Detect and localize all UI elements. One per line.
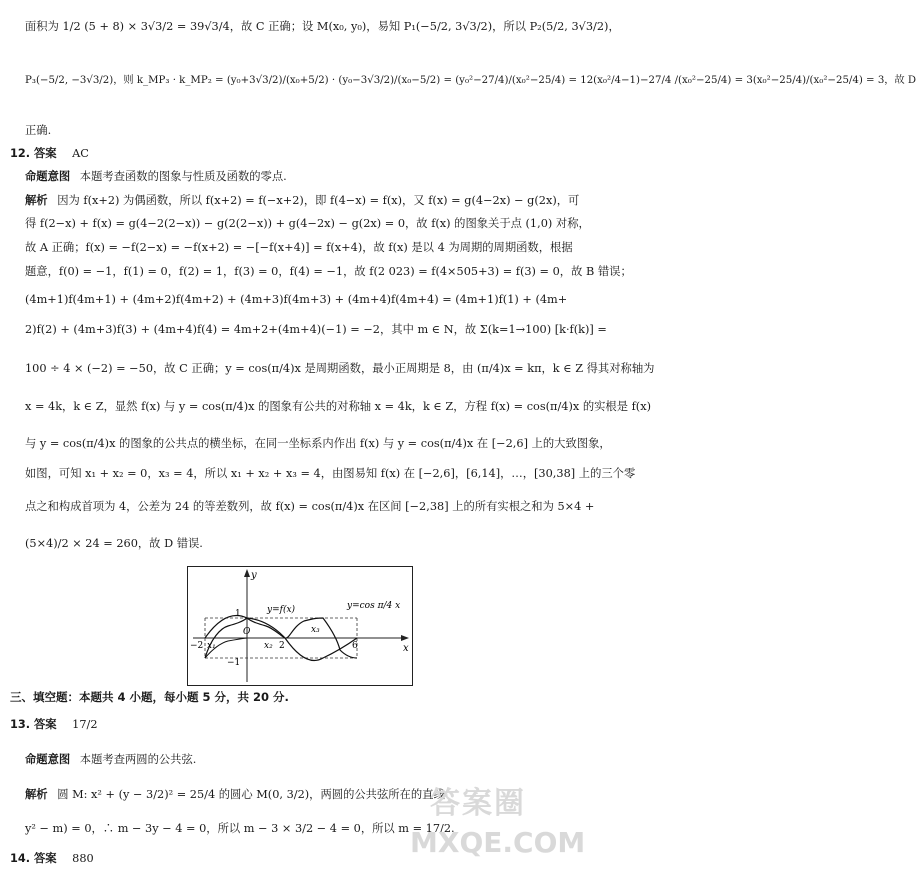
q12-analysis-line-7: x = 4k，k ∈ Z，显然 f(x) 与 y = cos(π/4)x 的图象有公共的对称轴 x = 4k，k ∈ Z，方程 f(x) = cos(π/4)x 的实根是 f(x) bbox=[25, 400, 651, 413]
q12-intent-text: 本题考查函数的图象与性质及函数的零点. bbox=[79, 170, 287, 183]
q12-intent-label: 命题意图 bbox=[25, 170, 71, 183]
tick-neg2: −2 bbox=[190, 641, 204, 651]
tick-6: 6 bbox=[352, 641, 358, 651]
watermark-logo-bottom: MXQE.COM bbox=[410, 826, 586, 859]
top-line-3: 正确. bbox=[25, 124, 52, 137]
q13-analysis-text-1: 圆 M: x² + (y − 3/2)² = 25/4 的圆心 M(0, 3/2)，两圆的公共弦所在的直线 bbox=[57, 788, 445, 801]
cos-label: y=cos π/4 x bbox=[347, 601, 401, 611]
y-axis-arrow bbox=[244, 569, 250, 577]
top-line-2: P₃(−5/2, −3√3/2)，则 k_MP₃ · k_MP₂ = (y₀+3√3/2)/(x₀+5/2) · (y₀−3√3/2)/(x₀−5/2) = (y₀²−27/4)/(x₀²−25/4) = 12(x₀²/4−1)−27/4 /(x₀²−25/4) = 3(x₀²−25/4)/(x₀²−25/4) = 3，故 D bbox=[25, 75, 916, 86]
tick-1: 1 bbox=[235, 609, 241, 619]
y-axis-label: y bbox=[251, 570, 257, 581]
q12-analysis-text: 因为 f(x+2) 为偶函数，所以 f(x+2) = f(−x+2)，即 f(4−x) = f(x)，又 f(x) = g(4−2x) − g(2x)，可 bbox=[57, 194, 580, 207]
tick-neg1: −1 bbox=[227, 658, 241, 668]
x2-label: x₂ bbox=[264, 641, 273, 651]
q12-analysis-label: 解析 bbox=[25, 194, 48, 207]
section-3-heading: 三、填空题：本题共 4 小题，每小题 5 分，共 20 分. bbox=[10, 690, 289, 704]
q13-answer-value: 17/2 bbox=[72, 718, 98, 731]
x-axis-label: x bbox=[403, 643, 409, 654]
q13-intent bbox=[25, 753, 602, 767]
q12-analysis-line-8: 与 y = cos(π/4)x 的图象的公共点的横坐标，在同一坐标系内作出 f(x) 与 y = cos(π/4)x 在 [−2,6] 上的大致图象， bbox=[25, 437, 611, 450]
q12-answer bbox=[10, 147, 602, 161]
top-line-1: 面积为 1/2 (5 + 8) × 3√3/2 = 39√3/4，故 C 正确；设 M(x₀, y₀)，易知 P₁(−5/2, 3√3/2)，所以 P₂(5/2, 3√3/2)， bbox=[25, 20, 620, 33]
figure-frame bbox=[188, 567, 413, 686]
q12-analysis-line-11: (5×4)/2 × 24 = 260，故 D 错误. bbox=[25, 537, 203, 550]
q14-answer-value: 880 bbox=[72, 852, 94, 865]
q12-analysis-line-2: 故 A 正确；f(x) = −f(2−x) = −f(x+2) = −[−f(x+4)] = f(x+4)，故 f(x) 是以 4 为周期的周期函数，根据 bbox=[25, 241, 573, 254]
x3-label: x₃ bbox=[311, 625, 320, 635]
q13-intent-text: 本题考查两圆的公共弦. bbox=[79, 753, 197, 766]
function-graph-figure bbox=[187, 566, 413, 686]
q12-analysis-line-3: 题意，f(0) = −1，f(1) = 0，f(2) = 1，f(3) = 0，f(4) = −1，故 f(2 023) = f(4×505+3) = f(3) = 0，故 B 错误； bbox=[25, 265, 632, 278]
f-label: y=f(x) bbox=[267, 605, 296, 615]
q12-analysis-line-4: (4m+1)f(4m+1) + (4m+2)f(4m+2) + (4m+3)f(4m+3) + (4m+4)f(4m+4) = (4m+1)f(1) + (4m+ bbox=[25, 293, 568, 306]
q13-answer-label: 13. 答案 bbox=[10, 718, 57, 731]
q12-answer-value: AC bbox=[72, 147, 89, 160]
watermark-logo-top: 答案圈 bbox=[430, 786, 526, 821]
q14-answer-label: 14. 答案 bbox=[10, 852, 57, 865]
q13-answer bbox=[10, 718, 602, 732]
x1-label: x₁ bbox=[207, 641, 216, 651]
x-axis-arrow bbox=[401, 635, 409, 641]
q13-analysis-line-2: y² − m) = 0，∴ m − 3y − 4 = 0，所以 m − 3 × 3/2 − 4 = 0，所以 m = 17/2. bbox=[25, 822, 455, 835]
q12-answer-label: 12. 答案 bbox=[10, 147, 57, 160]
q12-analysis-line-0 bbox=[25, 194, 602, 208]
q12-analysis-line-1: 得 f(2−x) + f(x) = g(4−2(2−x)) − g(2(2−x)) + g(4−2x) − g(2x) = 0，故 f(x) 的图象关于点 (1,0) 对称， bbox=[25, 217, 590, 230]
q13-analysis-label: 解析 bbox=[25, 788, 48, 801]
q13-intent-label: 命题意图 bbox=[25, 753, 71, 766]
q12-analysis-line-9: 如图，可知 x₁ + x₂ = 0，x₃ = 4，所以 x₁ + x₂ + x₃ = 4，由图易知 f(x) 在 [−2,6]，[6,14]，…，[30,38] 上的三个零 bbox=[25, 467, 636, 480]
tick-2: 2 bbox=[279, 641, 285, 651]
q12-analysis-line-10: 点之和构成首项为 4，公差为 24 的等差数列，故 f(x) = cos(π/4)x 在区间 [−2,38] 上的所有实根之和为 5×4 + bbox=[25, 500, 595, 513]
q12-analysis-line-5: 2)f(2) + (4m+3)f(3) + (4m+4)f(4) = 4m+2+(4m+4)(−1) = −2，其中 m ∈ N，故 Σ(k=1→100) [k·f(k)] = bbox=[25, 323, 607, 336]
origin-label: O bbox=[243, 627, 251, 637]
q12-intent bbox=[25, 170, 602, 184]
q12-analysis-line-6: 100 ÷ 4 × (−2) = −50，故 C 正确；y = cos(π/4)x 是周期函数，最小正周期是 8，由 (π/4)x = kπ，k ∈ Z 得其对称轴为 bbox=[25, 362, 655, 375]
